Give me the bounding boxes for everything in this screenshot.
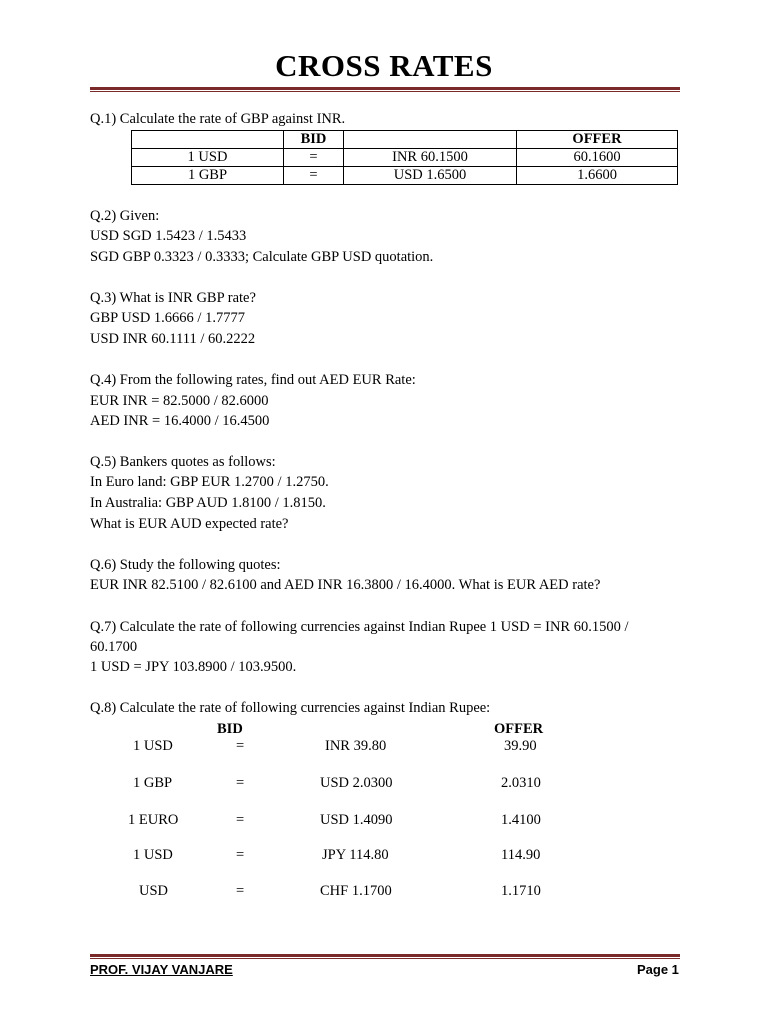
q2-line: SGD GBP 0.3323 / 0.3333; Calculate GBP USD quotation.: [90, 249, 434, 265]
q8-offer: 39.90: [504, 738, 537, 754]
q3-heading: Q.3) What is INR GBP rate?: [90, 290, 256, 306]
q8-unit: 1 USD: [133, 738, 173, 754]
table-row: [132, 167, 678, 185]
q8-offer: 1.1710: [501, 883, 541, 899]
q8-unit: 1 EURO: [128, 812, 179, 828]
q7-line: 60.1700: [90, 639, 138, 655]
bid-cell: USD 1.6500: [344, 167, 517, 185]
q8-bid: USD 2.0300: [320, 775, 393, 791]
equals-cell: =: [284, 149, 344, 167]
q2-heading: Q.2) Given:: [90, 208, 160, 224]
offer-cell: 1.6600: [517, 167, 678, 185]
footer-divider: [90, 954, 680, 959]
q8-unit: 1 GBP: [133, 775, 173, 791]
q5-line: In Euro land: GBP EUR 1.2700 / 1.2750.: [90, 474, 329, 490]
offer-header: OFFER: [517, 131, 678, 149]
q8-offer: 114.90: [501, 847, 541, 863]
q7-line: 1 USD = JPY 103.8900 / 103.9500.: [90, 659, 297, 675]
q8-equals: =: [236, 812, 245, 828]
q7-heading: Q.7) Calculate the rate of following currencies against Indian Rupee 1 USD = INR 60.1500 /: [90, 619, 629, 635]
q8-bid: INR 39.80: [325, 738, 387, 754]
q8-equals: =: [236, 883, 245, 899]
table-header-row: [132, 131, 678, 149]
bid-cell: INR 60.1500: [344, 149, 517, 167]
q8-heading: Q.8) Calculate the rate of following currencies against Indian Rupee:: [90, 700, 491, 716]
bid-header: BID: [284, 131, 344, 149]
q8-unit: 1 USD: [133, 847, 173, 863]
q6-line: EUR INR 82.5100 / 82.6100 and AED INR 16.3800 / 16.4000. What is EUR AED rate?: [90, 577, 601, 593]
equals-cell: =: [284, 167, 344, 185]
q8-unit: USD: [139, 883, 169, 899]
q8-offer-header: OFFER: [494, 721, 544, 737]
q8-equals: =: [236, 847, 245, 863]
q4-heading: Q.4) From the following rates, find out AED EUR Rate:: [90, 372, 416, 388]
q3-line: GBP USD 1.6666 / 1.7777: [90, 310, 245, 326]
q1-text: Q.1) Calculate the rate of GBP against INR.: [90, 111, 346, 127]
q4-line: EUR INR = 82.5000 / 82.6000: [90, 393, 269, 409]
q8-bid: USD 1.4090: [320, 812, 393, 828]
q8-offer: 2.0310: [501, 775, 541, 791]
unit-cell: 1 GBP: [132, 167, 284, 185]
unit-cell: 1 USD: [132, 149, 284, 167]
q6-heading: Q.6) Study the following quotes:: [90, 557, 281, 573]
q1-rate-table: [131, 130, 678, 185]
q5-line: What is EUR AUD expected rate?: [90, 516, 289, 532]
page-title: CROSS RATES: [275, 48, 493, 83]
q8-equals: =: [236, 775, 245, 791]
footer-author: PROF. VIJAY VANJARE: [90, 962, 233, 977]
table-row: [132, 149, 678, 167]
q5-line: In Australia: GBP AUD 1.8100 / 1.8150.: [90, 495, 326, 511]
q8-bid-header: BID: [217, 721, 243, 737]
page-number: Page 1: [637, 962, 679, 977]
q8-equals: =: [236, 738, 245, 754]
q5-heading: Q.5) Bankers quotes as follows:: [90, 454, 276, 470]
q3-line: USD INR 60.1111 / 60.2222: [90, 331, 256, 347]
q8-bid: CHF 1.1700: [320, 883, 392, 899]
title-divider: [90, 87, 680, 92]
q8-offer: 1.4100: [501, 812, 541, 828]
q2-line: USD SGD 1.5423 / 1.5433: [90, 228, 247, 244]
q8-bid: JPY 114.80: [322, 847, 389, 863]
offer-cell: 60.1600: [517, 149, 678, 167]
q4-line: AED INR = 16.4000 / 16.4500: [90, 413, 270, 429]
